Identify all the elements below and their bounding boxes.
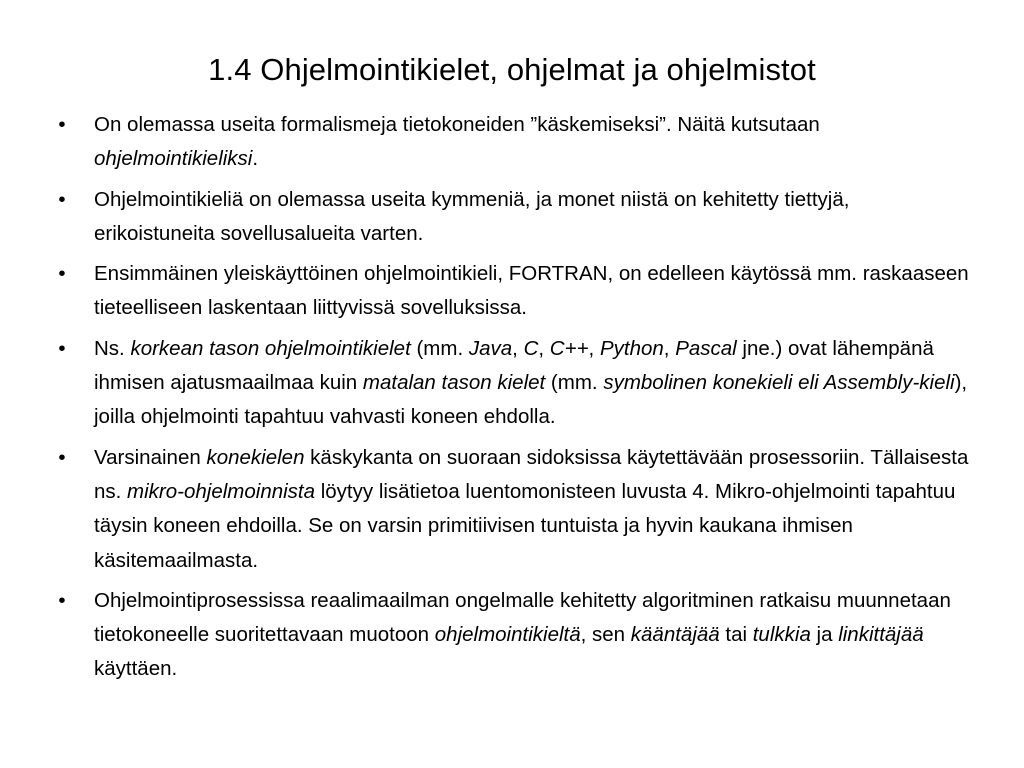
italic-term: ohjelmointikieliksi xyxy=(94,147,253,171)
text-segment: Ensimmäinen yleiskäyttöinen ohjelmointikieli, FORTRAN, on edelleen käytössä mm. raskaaseen tieteelliseen laskentaan liittyvissä sovelluksissa. xyxy=(94,262,969,320)
italic-term: tulkkia xyxy=(752,623,811,647)
bullet-dot-icon: • xyxy=(58,113,66,136)
bullet-text xyxy=(94,262,969,319)
text-segment: löytyy lisätietoa luentomonisteen luvusta 4. Mikro-ohjelmointi tapahtuu täysin koneen ehdoilla. Se on varsin primitiivisen tuntuista ja hyvin kaukana ihmisen käsitemaailmasta. xyxy=(94,479,956,572)
bullet-dot-icon: • xyxy=(58,187,66,211)
text-segment: , sen xyxy=(580,623,631,647)
italic-term: C xyxy=(523,336,539,360)
bullet-dot-icon: • xyxy=(58,262,66,286)
text-segment: , xyxy=(512,336,524,360)
italic-term: konekielen xyxy=(206,445,305,469)
bullet-item xyxy=(52,584,972,687)
italic-term: korkean tason ohjelmointikielet xyxy=(130,336,411,360)
text-segment: tai xyxy=(719,623,753,647)
text-segment: jne.) ovat lähempänä ihmisen ajatusmaailmaa kuin xyxy=(94,336,934,395)
text-segment: käyttäen. xyxy=(94,657,178,681)
bullet-text xyxy=(94,589,951,681)
text-segment: , xyxy=(588,336,600,360)
bullet-dot-icon: • xyxy=(58,336,66,360)
italic-term: mikro-ohjelmoinnista xyxy=(127,479,316,503)
text-segment: Ohjelmointikieliä on olemassa useita kymmeniä, ja monet niistä on kehitetty tiettyjä, erikoistuneita sovellusalueita varten. xyxy=(94,187,850,245)
bullet-text xyxy=(94,446,968,572)
bullet-text xyxy=(94,188,849,245)
bullet-item xyxy=(52,257,972,326)
text-segment: Ohjelmointiprosessissa reaalimaailman ongelmalle kehitetty algoritminen ratkaisu muunnetaan tietokoneelle suoritettavaan muotoon xyxy=(94,588,951,647)
bullet-text xyxy=(94,337,967,429)
text-segment: , xyxy=(538,336,550,360)
text-segment: (mm. xyxy=(410,336,469,360)
italic-term: kääntäjää xyxy=(630,623,720,647)
italic-term: matalan tason kielet xyxy=(362,371,546,395)
italic-term: C++ xyxy=(549,336,589,360)
slide-title: 1.4 Ohjelmointikielet, ohjelmat ja ohjelmistot xyxy=(208,52,816,87)
bullet-item xyxy=(52,108,972,177)
italic-term: ohjelmointikieltä xyxy=(434,623,581,647)
text-segment: ), joilla ohjelmointi tapahtuu vahvasti koneen ehdolla. xyxy=(94,371,968,429)
bullet-item xyxy=(52,441,972,578)
text-segment: Varsinainen xyxy=(94,445,207,469)
text-segment: Ns. xyxy=(94,336,131,360)
bullet-item xyxy=(52,183,972,252)
bullet-item xyxy=(52,332,972,435)
text-segment: , xyxy=(663,336,676,360)
bullet-list xyxy=(52,108,972,693)
bullet-dot-icon: • xyxy=(58,588,66,612)
italic-term: Pascal xyxy=(675,336,737,360)
bullet-text xyxy=(94,113,820,170)
text-segment: ja xyxy=(810,623,839,647)
italic-term: Python xyxy=(599,336,664,360)
italic-term: symbolinen konekieli eli Assembly-kieli xyxy=(603,371,955,395)
text-segment: . xyxy=(252,147,259,171)
text-segment: (mm. xyxy=(545,371,604,395)
italic-term: Java xyxy=(468,336,513,360)
text-segment: On olemassa useita formalismeja tietokoneiden ”käskemiseksi”. Näitä kutsutaan xyxy=(94,113,820,136)
text-segment: käskykanta on suoraan sidoksissa käytettävään prosessoriin. Tällaisesta ns. xyxy=(94,445,969,503)
italic-term: linkittäjää xyxy=(838,623,924,647)
bullet-dot-icon: • xyxy=(58,445,66,469)
